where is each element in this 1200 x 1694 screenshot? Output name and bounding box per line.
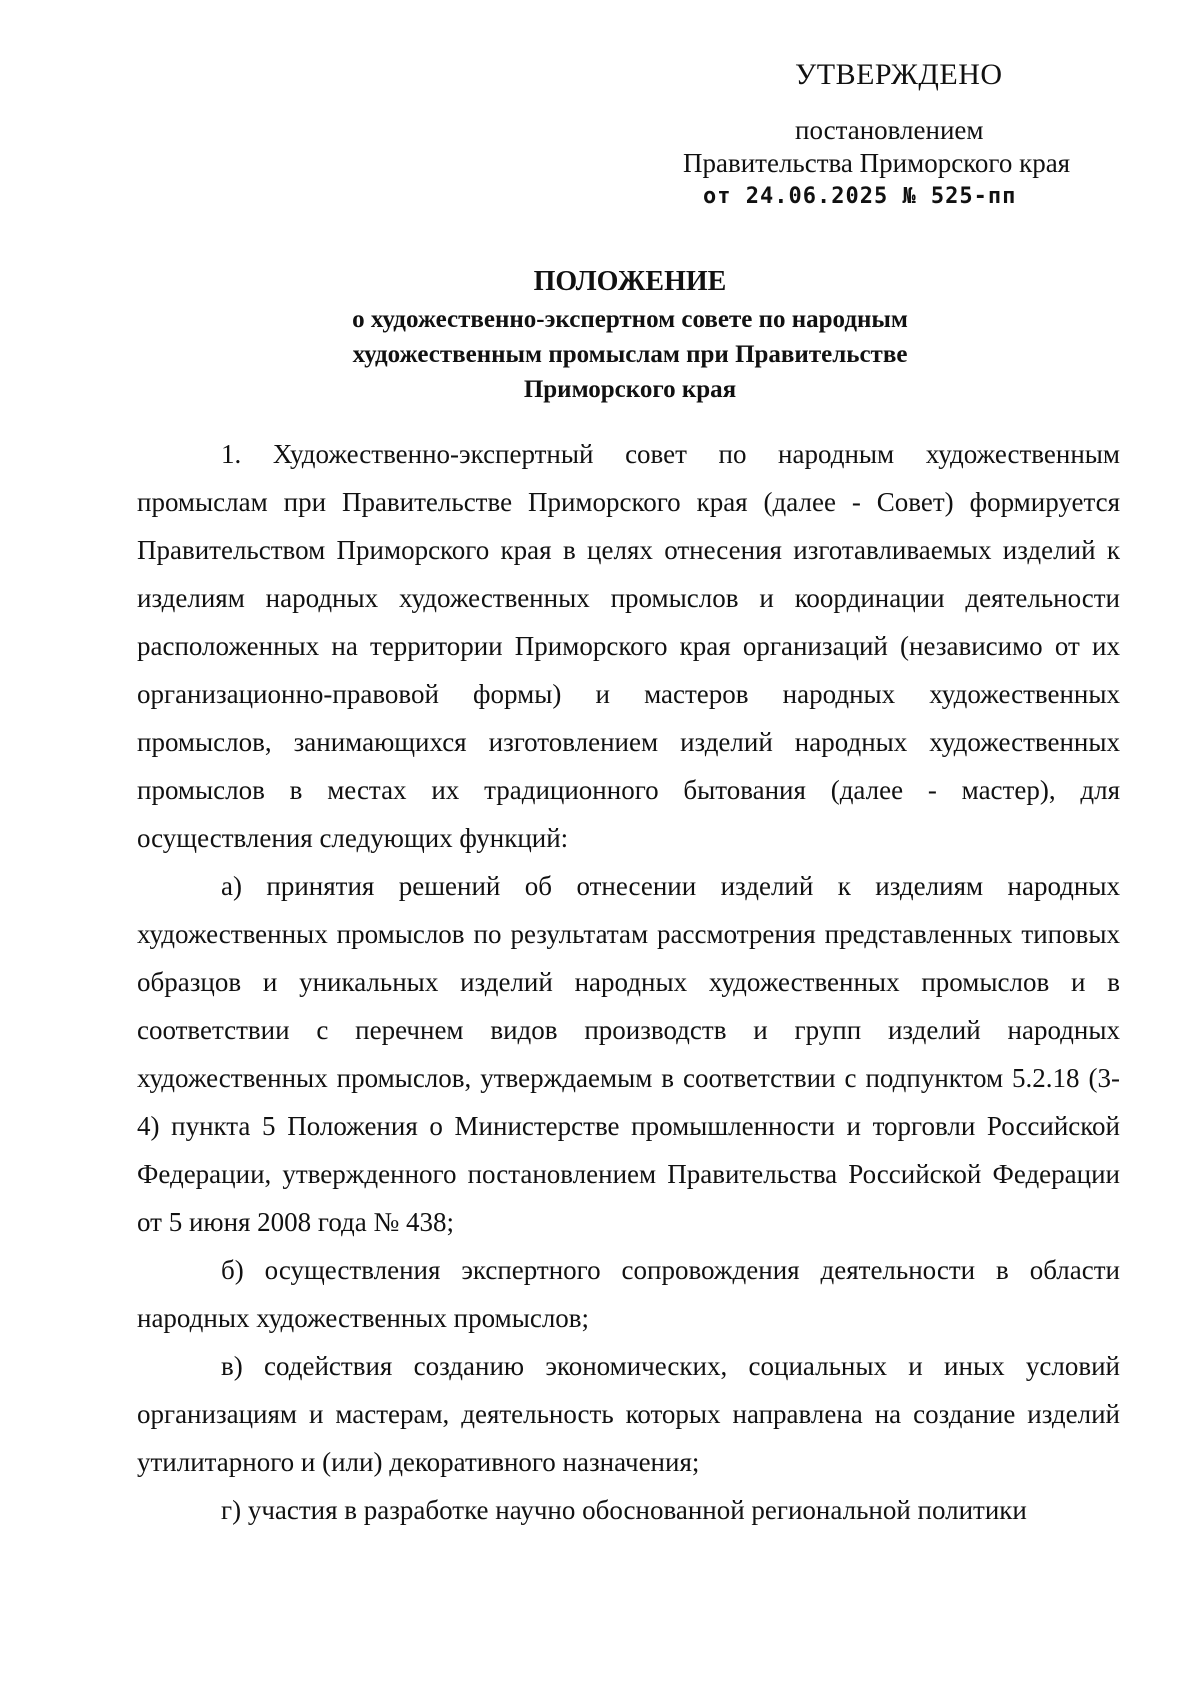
approval-heading: УТВЕРЖДЕНО: [795, 58, 1003, 91]
government-label: Правительства Приморского края: [683, 148, 1071, 178]
document-subtitle-line-1: о художественно-экспертном совете по народным: [352, 306, 908, 333]
document-subtitle-line-3: Приморского края: [523, 376, 737, 403]
document-title-block: [180, 262, 1080, 407]
paragraph-d: г) участия в разработке научно обоснованной региональной политики: [221, 1495, 1027, 1525]
paragraph-c: в) содействия созданию экономических, социальных и иных условий организациям и мастерам, деятельность которых направлена на создание изделий утилитарного и (или) декоративного назначения;: [137, 1351, 1120, 1477]
paragraph-a: а) принятия решений об отнесении изделий к изделиям народных художественных промыслов по результатам рассмотрения представленных типовых образцов и уникальных изделий народных художественных промыслов и в соответствии с перечнем видов производств и групп изделий народных художественных промыслов, утверждаемым в соответствии с подпунктом 5.2.18 (3-4) пункта 5 Положения о Министерстве промышленности и торговли Российской Федерации, утвержденного постановлением Правительства Российской Федерации от 5 июня 2008 года № 438;: [137, 871, 1120, 1237]
document-subtitle-line-2: художественным промыслам при Правительстве: [352, 341, 908, 368]
resolution-stamp: от 24.06.2025 № 525-пп: [703, 184, 1017, 209]
paragraph-b: б) осуществления экспертного сопровождения деятельности в области народных художественных промыслов;: [137, 1255, 1120, 1333]
document-body: [137, 430, 1120, 1534]
resolution-label: постановлением: [795, 115, 984, 145]
document-title: ПОЛОЖЕНИЕ: [533, 266, 727, 297]
paragraph-1: 1. Художественно-экспертный совет по народным художественным промыслам при Правительстве Приморского края (далее - Совет) формируется Правительством Приморского края в целях отнесения изготавливаемых изделий к изделиям народных художественных промыслов и координации деятельности расположенных на территории Приморского края организаций (независимо от их организационно-правовой формы) и мастеров народных художественных промыслов, занимающихся изготовлением изделий народных художественных промыслов в местах их традиционного бытования (далее - мастер), для осуществления следующих функций:: [137, 439, 1120, 853]
